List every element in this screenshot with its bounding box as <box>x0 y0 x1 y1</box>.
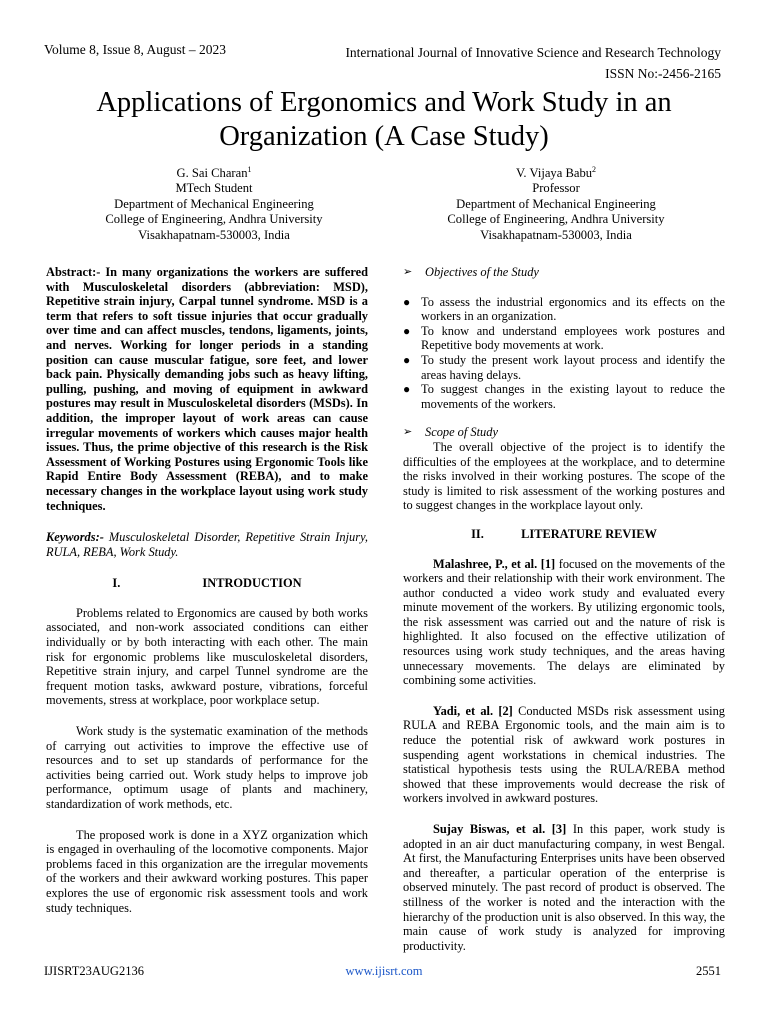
intro-paragraph-3: The proposed work is done in a XYZ organization which is engaged in overhauling of the locomotive components. Major problems faced in this organization are the irregular movements of the workers and their awkward working postures. This paper explores the use of ergonomic risk assessment tools and work study techniques. <box>46 827 368 915</box>
list-item: ● To suggest changes in the existing layout to reduce the movements of the workers. <box>403 382 725 411</box>
author-college: College of Engineering, Andhra University <box>105 212 323 227</box>
author-city: Visakhapatnam-530003, India <box>138 227 290 242</box>
bullet-icon: ● <box>403 382 411 397</box>
bullet-icon: ● <box>403 294 411 309</box>
intro-paragraph-1: Problems related to Ergonomics are caused by both works associated, and non-work associated conditions can either individually or by both interacting with each other. The main risk for ergonomic problems like musculoskeletal disorders, Repetitive strain injury, and carpel Tunnel syndrome are the frequent motion tasks, awkward posture, vibrations, forceful movements, stress at workplace, poor workplace setup. <box>46 605 368 708</box>
literature-entry-3: Sujay Biswas, et al. [3] In this paper, work study is adopted in an air duct manufacturing company, in west Bengal. At first, the Manufacturing Enterprises units have been observed and thereafter, a particular operation of the enterprise is observed minutely. The past record of product is observed. The stillness of the worker is noted and the interaction with the hierarchy of the production unit is also observed. In this way, the main cause of work study is analyzed for improving productivity. <box>403 822 725 953</box>
volume-issue-header: Volume 8, Issue 8, August – 2023 <box>44 42 227 57</box>
scope-paragraph: The overall objective of the project is to identify the difficulties of the employees at the workplace, and to determine the risks involved in their working postures. The scope of the study is limited to risk assessment of the working postures and to suggest changes in the workplace layout only. <box>403 439 725 513</box>
arrow-bullet-icon: ➢ <box>403 266 413 278</box>
page-number: 2551 <box>696 964 721 978</box>
author-affil-mark: 2 <box>592 164 597 174</box>
footer-paper-id: IJISRT23AUG2136 <box>44 964 144 978</box>
intro-paragraph-2: Work study is the systematic examination of the methods of carrying out activities to improve the effective use of resources and to set up standards of performance for the activities being carried out. Work study helps to improve job performance, optimum usage of plants and machinery, standardization of work methods, etc. <box>46 724 368 811</box>
journal-header <box>345 42 721 84</box>
author-role: Professor <box>532 181 580 196</box>
literature-entry-2: Yadi, et al. [2] Conducted MSDs risk assessment using RULA and REBA Ergonomic tools, and the main aim is to reduce the potential risk of awkward work postures in suspending agent workstations in chemical industries. The statistical hypothesis tests using the RULA/REBA method showed that these improvements would decrease the risk of workers involved in awkward postures. <box>403 703 725 806</box>
author-dept: Department of Mechanical Engineering <box>456 196 656 211</box>
title-line-2: Organization (A Case Study) <box>219 121 549 152</box>
left-column <box>46 265 368 915</box>
author-1 <box>44 166 384 243</box>
arrow-bullet-icon: ➢ <box>403 426 413 439</box>
list-item: ● To know and understand employees work postures and Repetitive body movements at work. <box>403 323 725 353</box>
paper-title <box>30 86 738 154</box>
issn: ISSN No:-2456-2165 <box>605 66 721 81</box>
scope-subheading <box>403 425 725 440</box>
section-heading-literature-review <box>403 527 725 542</box>
list-item: ● To assess the industrial ergonomics and its effects on the workers in an organization. <box>403 294 725 324</box>
author-affil-mark: 1 <box>247 164 252 174</box>
author-name: V. Vijaya Babu <box>515 166 593 180</box>
author-name: G. Sai Charan <box>176 166 248 180</box>
literature-entry-1: Malashree, P., et al. [1] focused on the movements of the workers and their relationship with their work environment. The author conducted a video work study and evaluated every minute movement of the workers. By utilizing ergonomic tools, the risk assessment was carried out and the nature of risk is highlighted. It also focused on the effective utilization of resources using work study techniques, and the areas having unnecessary movements. The delays are eliminated by combining some activities. <box>403 556 725 688</box>
author-college: College of Engineering, Andhra University <box>447 212 665 227</box>
bullet-icon: ● <box>403 352 411 367</box>
citation-lead: Yadi, et al. [2] <box>433 703 513 718</box>
bullet-icon: ● <box>403 323 411 338</box>
section-number: I. <box>112 576 121 591</box>
author-dept: Department of Mechanical Engineering <box>114 196 314 211</box>
author-2 <box>386 166 726 243</box>
citation-lead: Malashree, P., et al. [1] <box>433 556 556 571</box>
keywords-label: Keywords:- <box>46 530 104 545</box>
author-role: MTech Student <box>175 181 253 196</box>
subheading-text: Scope of Study <box>425 425 498 440</box>
section-heading-introduction <box>46 576 368 591</box>
list-item: ● To study the present work layout process and identify the areas having delays. <box>403 352 725 382</box>
citation-lead: Sujay Biswas, et al. [3] <box>433 822 567 836</box>
title-line-1: Applications of Ergonomics and Work Study in an <box>96 87 672 118</box>
keywords <box>46 530 368 559</box>
subheading-text: Objectives of the Study <box>425 265 539 279</box>
author-city: Visakhapatnam-530003, India <box>480 227 632 242</box>
abstract: Abstract:- In many organizations the workers are suffered with Musculoskeletal disorders (abbreviation: MSD), Repetitive strain injury, Carpal tunnel syndrome. MSD is a term that refers to soft tissue injuries that occur gradually over time and can affect muscles, tendons, ligaments, joints, and nerves. Working for longer periods in a standing position can cause muscular fatigue, sore feet, and lower back pain. Physically demanding jobs such as heavy lifting, pulling, pushing, and moving of equipment in awkward postures may result in Musculoskeletal disorders (MSDs). In addition, the improper layout of work areas can cause irregular movements of workers which causes major health issues. Thus, the prime objective of this research is the Risk Assessment of Working Postures using Ergonomic Tools like Rapid Entire Body Assessment (REBA), and to make necessary changes in the workplace layout using work study techniques. <box>46 265 368 513</box>
journal-name: International Journal of Innovative Science and Research Technology <box>345 45 721 60</box>
footer-website-link[interactable]: www.ijisrt.com <box>345 964 423 978</box>
right-column <box>403 265 725 953</box>
section-title: INTRODUCTION <box>202 576 302 591</box>
section-number: II. <box>471 526 484 541</box>
keywords-text: Musculoskeletal Disorder, Repetitive Strain Injury, RULA, REBA, Work Study. <box>46 530 368 559</box>
objectives-subheading <box>403 265 725 280</box>
objectives-list <box>403 295 725 412</box>
section-title: LITERATURE REVIEW <box>521 526 657 541</box>
